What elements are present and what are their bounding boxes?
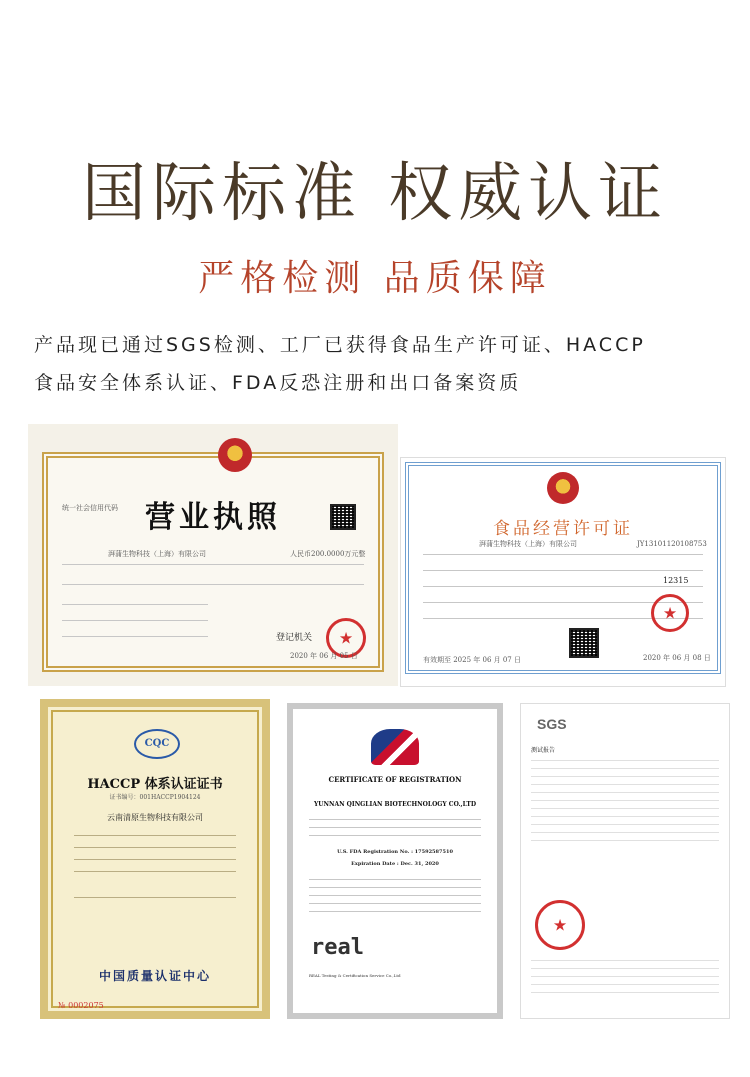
- official-seal-icon: [651, 594, 689, 632]
- business-license-authority: 登记机关: [276, 633, 313, 643]
- sgs-test-report: [520, 703, 730, 1019]
- qr-code-icon: [569, 628, 599, 658]
- food-license-title: 食品经营许可证: [493, 519, 633, 539]
- eagle-flag-icon: [371, 729, 419, 765]
- food-license-certificate: [400, 457, 726, 687]
- description-line-2: 食品安全体系认证、FDA反恐注册和出口备案资质: [34, 372, 522, 394]
- haccp-certificate: [40, 699, 270, 1019]
- fda-title: CERTIFICATE OF REGISTRATION: [328, 775, 462, 784]
- cqc-logo-icon: CQC: [134, 729, 180, 759]
- fda-certificate: [287, 703, 503, 1019]
- business-license-certificate: [28, 424, 398, 686]
- fda-expiration-date: Expiration Date : Dec. 31, 2020: [351, 861, 439, 867]
- haccp-serial: № 0002075: [58, 1001, 104, 1010]
- food-license-number: JY13101120108753: [637, 540, 707, 548]
- page-description: [34, 326, 724, 402]
- sgs-logo-icon: SGS: [537, 716, 567, 732]
- sgs-report-title: 测试报告: [531, 747, 556, 754]
- qr-code-icon: [330, 504, 356, 530]
- description-line-1: 产品现已通过SGS检测、工厂已获得食品生产许可证、HACCP: [34, 334, 646, 356]
- food-license-valid-until: 有效期至 2025 年 06 月 07 日: [423, 656, 521, 664]
- haccp-footer: 中国质量认证中心: [98, 969, 211, 983]
- official-seal-icon: [535, 900, 585, 950]
- haccp-title: HACCP 体系认证证书: [87, 777, 223, 792]
- credit-code-label: 统一社会信用代码: [62, 504, 118, 512]
- fda-registration-number: U.S. FDA Registration No. : 17592587510: [337, 849, 453, 855]
- food-license-date: 2020 年 06 月 08 日: [643, 654, 711, 662]
- food-license-company: 湃蒲生物科技（上海）有限公司: [479, 540, 577, 548]
- real-logo-icon: real: [311, 935, 364, 960]
- haccp-company: 云南清原生物科技有限公司: [107, 813, 203, 822]
- national-emblem-icon: [547, 472, 579, 504]
- haccp-cert-number: 证书编号：001HACCP1904124: [109, 794, 201, 801]
- business-license-title: 营业执照: [145, 500, 281, 535]
- business-license-company: 湃蒲生物科技（上海）有限公司: [108, 550, 206, 558]
- business-license-capital: 人民币200.0000万元整: [290, 550, 366, 558]
- page-subtitle: 严格检测 品质保障: [198, 258, 552, 299]
- food-license-hotline: 12315: [663, 576, 689, 585]
- national-emblem-icon: [218, 438, 252, 472]
- business-license-date: 2020 年 06 月 05 日: [290, 652, 358, 660]
- page-title: 国际标准 权威认证: [81, 157, 669, 231]
- fda-company: YUNNAN QINGLIAN BIOTECHNOLOGY CO.,LTD: [313, 801, 477, 808]
- fda-issuer: REAL Testing & Certification Service Co.,Ltd: [309, 973, 401, 978]
